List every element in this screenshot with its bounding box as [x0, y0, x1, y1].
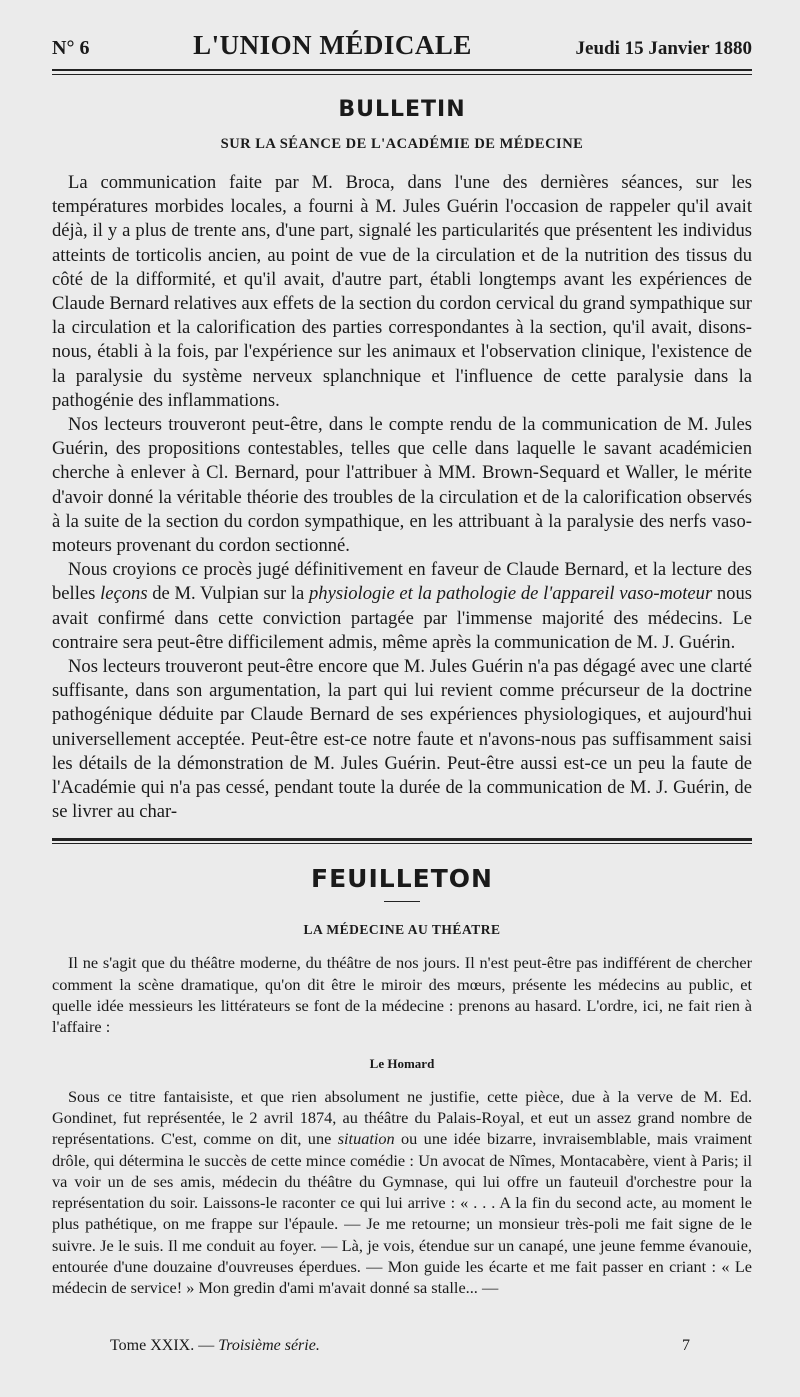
- section-heading-feuilleton: FEUILLETON: [311, 864, 493, 894]
- volume-info: Tome XXIX. — Troisième série.: [110, 1337, 320, 1354]
- bulletin-paragraph: Nos lecteurs trouveront peut-être, dans le compte rendu de la communication de M. Jules Guérin, des propositions contestables, telles que celle dans laquelle le savant académicien cherche à enlever à Cl. Bernard, pour l'attribuer à MM. Brown-Sequard et Waller, le mérite d'avoir donné la véritable théorie des troubles de la circulation et de la calorification observés à la suite de la section du cordon sympathique, en les attribuant à la paralysie des nerfs vaso-moteurs provenant du cordon sectionné.: [52, 414, 752, 557]
- feuilleton-body: [52, 952, 752, 1298]
- feuilleton-paragraph: Sous ce titre fantaisiste, et que rien absolument ne justifie, cette pièce, due à la verve de M. Ed. Gondinet, fut représentée, le 2 avril 1874, au théâtre du Palais-Royal, et eut un assez grand nombre de représentations. C'est, comme on dit, une situation ou une idée bizarre, invraisemblable, mais vraiment drôle, qui détermina le succès de cette mince comédie : Un avocat de Nîmes, Montacabère, vient à Paris; il va voir un de ses amis, médecin du théâtre du Gymnase, qui lui offre un fauteuil d'orchestre pour la représentation du soir. Laissons-le raconter ce qui lui arrive : « . . . A la fin du second acte, au moment le plus pathétique, on me frappe sur l'épaule. — Je me retourne; un monsieur très-poli me fait signe de le suivre. Je le suis. Il me conduit au foyer. — Là, je vois, étendue sur un canapé, une jeune femme évanouie, entourée d'une douzaine d'ouvreuses éperdues. — Mon guide les écarte et me fait passer en criant : « Le médecin de service! » Mon gredin d'ami m'avait donné sa stalle... —: [52, 1086, 753, 1298]
- bulletin-paragraph: Nos lecteurs trouveront peut-être encore que M. Jules Guérin n'a pas dégagé avec une clarté suffisante, dans son argumentation, la part qui lui revient comme précurseur de la doctrine pathogénique déduite par Claude Bernard de ses expériences physiologiques, et aujourd'hui universellement acceptée. Peut-être est-ce notre faute et n'avons-nous pas suffisamment saisi les détails de la démonstration de M. Jules Guérin. Peut-être aussi est-ce un peu la faute de l'Académie qui n'a pas cessé, pendant toute la durée de la communication de M. J. Guérin, de se livrer au char-: [52, 656, 752, 823]
- issue-number: N° 6: [52, 37, 90, 59]
- issue-date: Jeudi 15 Janvier 1880: [575, 38, 752, 59]
- play-title: Le Homard: [369, 1055, 435, 1071]
- page-footer: [110, 1337, 690, 1355]
- bulletin-body: [52, 171, 752, 824]
- feuilleton-rule: [52, 838, 752, 844]
- masthead: [52, 30, 752, 61]
- section-subheading: SUR LA SÉANCE DE L'ACADÉMIE DE MÉDECINE: [220, 136, 584, 152]
- bulletin-paragraph: La communication faite par M. Broca, dans l'une des dernières séances, sur les températures morbides locales, a fourni à M. Jules Guérin l'occasion de rappeler qu'il avait déjà, il y a plus de trente ans, d'une part, signalé les particularités que présentent les individus atteints de torticolis ancien, au point de vue de la circulation et de la nutrition des tissus du côté de la difformité, et qu'il avait, d'autre part, établi longtemps avant les expériences de Claude Bernard relatives aux effets de la section du cordon cervical du grand sympathique sur la circulation et la calorification des parties correspondantes à la section, qu'il avait, disons-nous, établi à la fois, par l'expérience sur les animaux et l'observation clinique, l'existence de la paralysie du système nerveux splanchnique et l'influence de cette paralysie dans la pathogénie des inflammations.: [52, 172, 752, 411]
- journal-title: L'UNION MÉDICALE: [193, 30, 472, 60]
- feuilleton-paragraph: Il ne s'agit que du théâtre moderne, du théâtre de nos jours. Il n'est peut-être pas indifférent de chercher comment la scène dramatique, qu'on dit être le miroir des mœurs, présente les médecins au public, et quelle idée messieurs les littérateurs se font de la médecine : prenons au hasard. L'ordre, ici, ne fait rien à l'affaire :: [52, 953, 752, 1037]
- feuilleton-subheading: LA MÉDECINE AU THÉATRE: [303, 922, 501, 938]
- section-heading-bulletin: BULLETIN: [338, 97, 466, 122]
- header-rule: [52, 69, 752, 75]
- bulletin-paragraph: Nous croyions ce procès jugé définitivement en faveur de Claude Bernard, et la lecture des belles leçons de M. Vulpian sur la physiologie et la pathologie de l'appareil vaso-moteur nous avait confirmé dans cette conviction partagée par l'immense majorité des médecins. Le contraire sera peut-être difficilement admis, même après la communication de M. J. Guérin.: [52, 559, 752, 653]
- page-number: 7: [682, 1337, 690, 1354]
- divider: [384, 901, 420, 902]
